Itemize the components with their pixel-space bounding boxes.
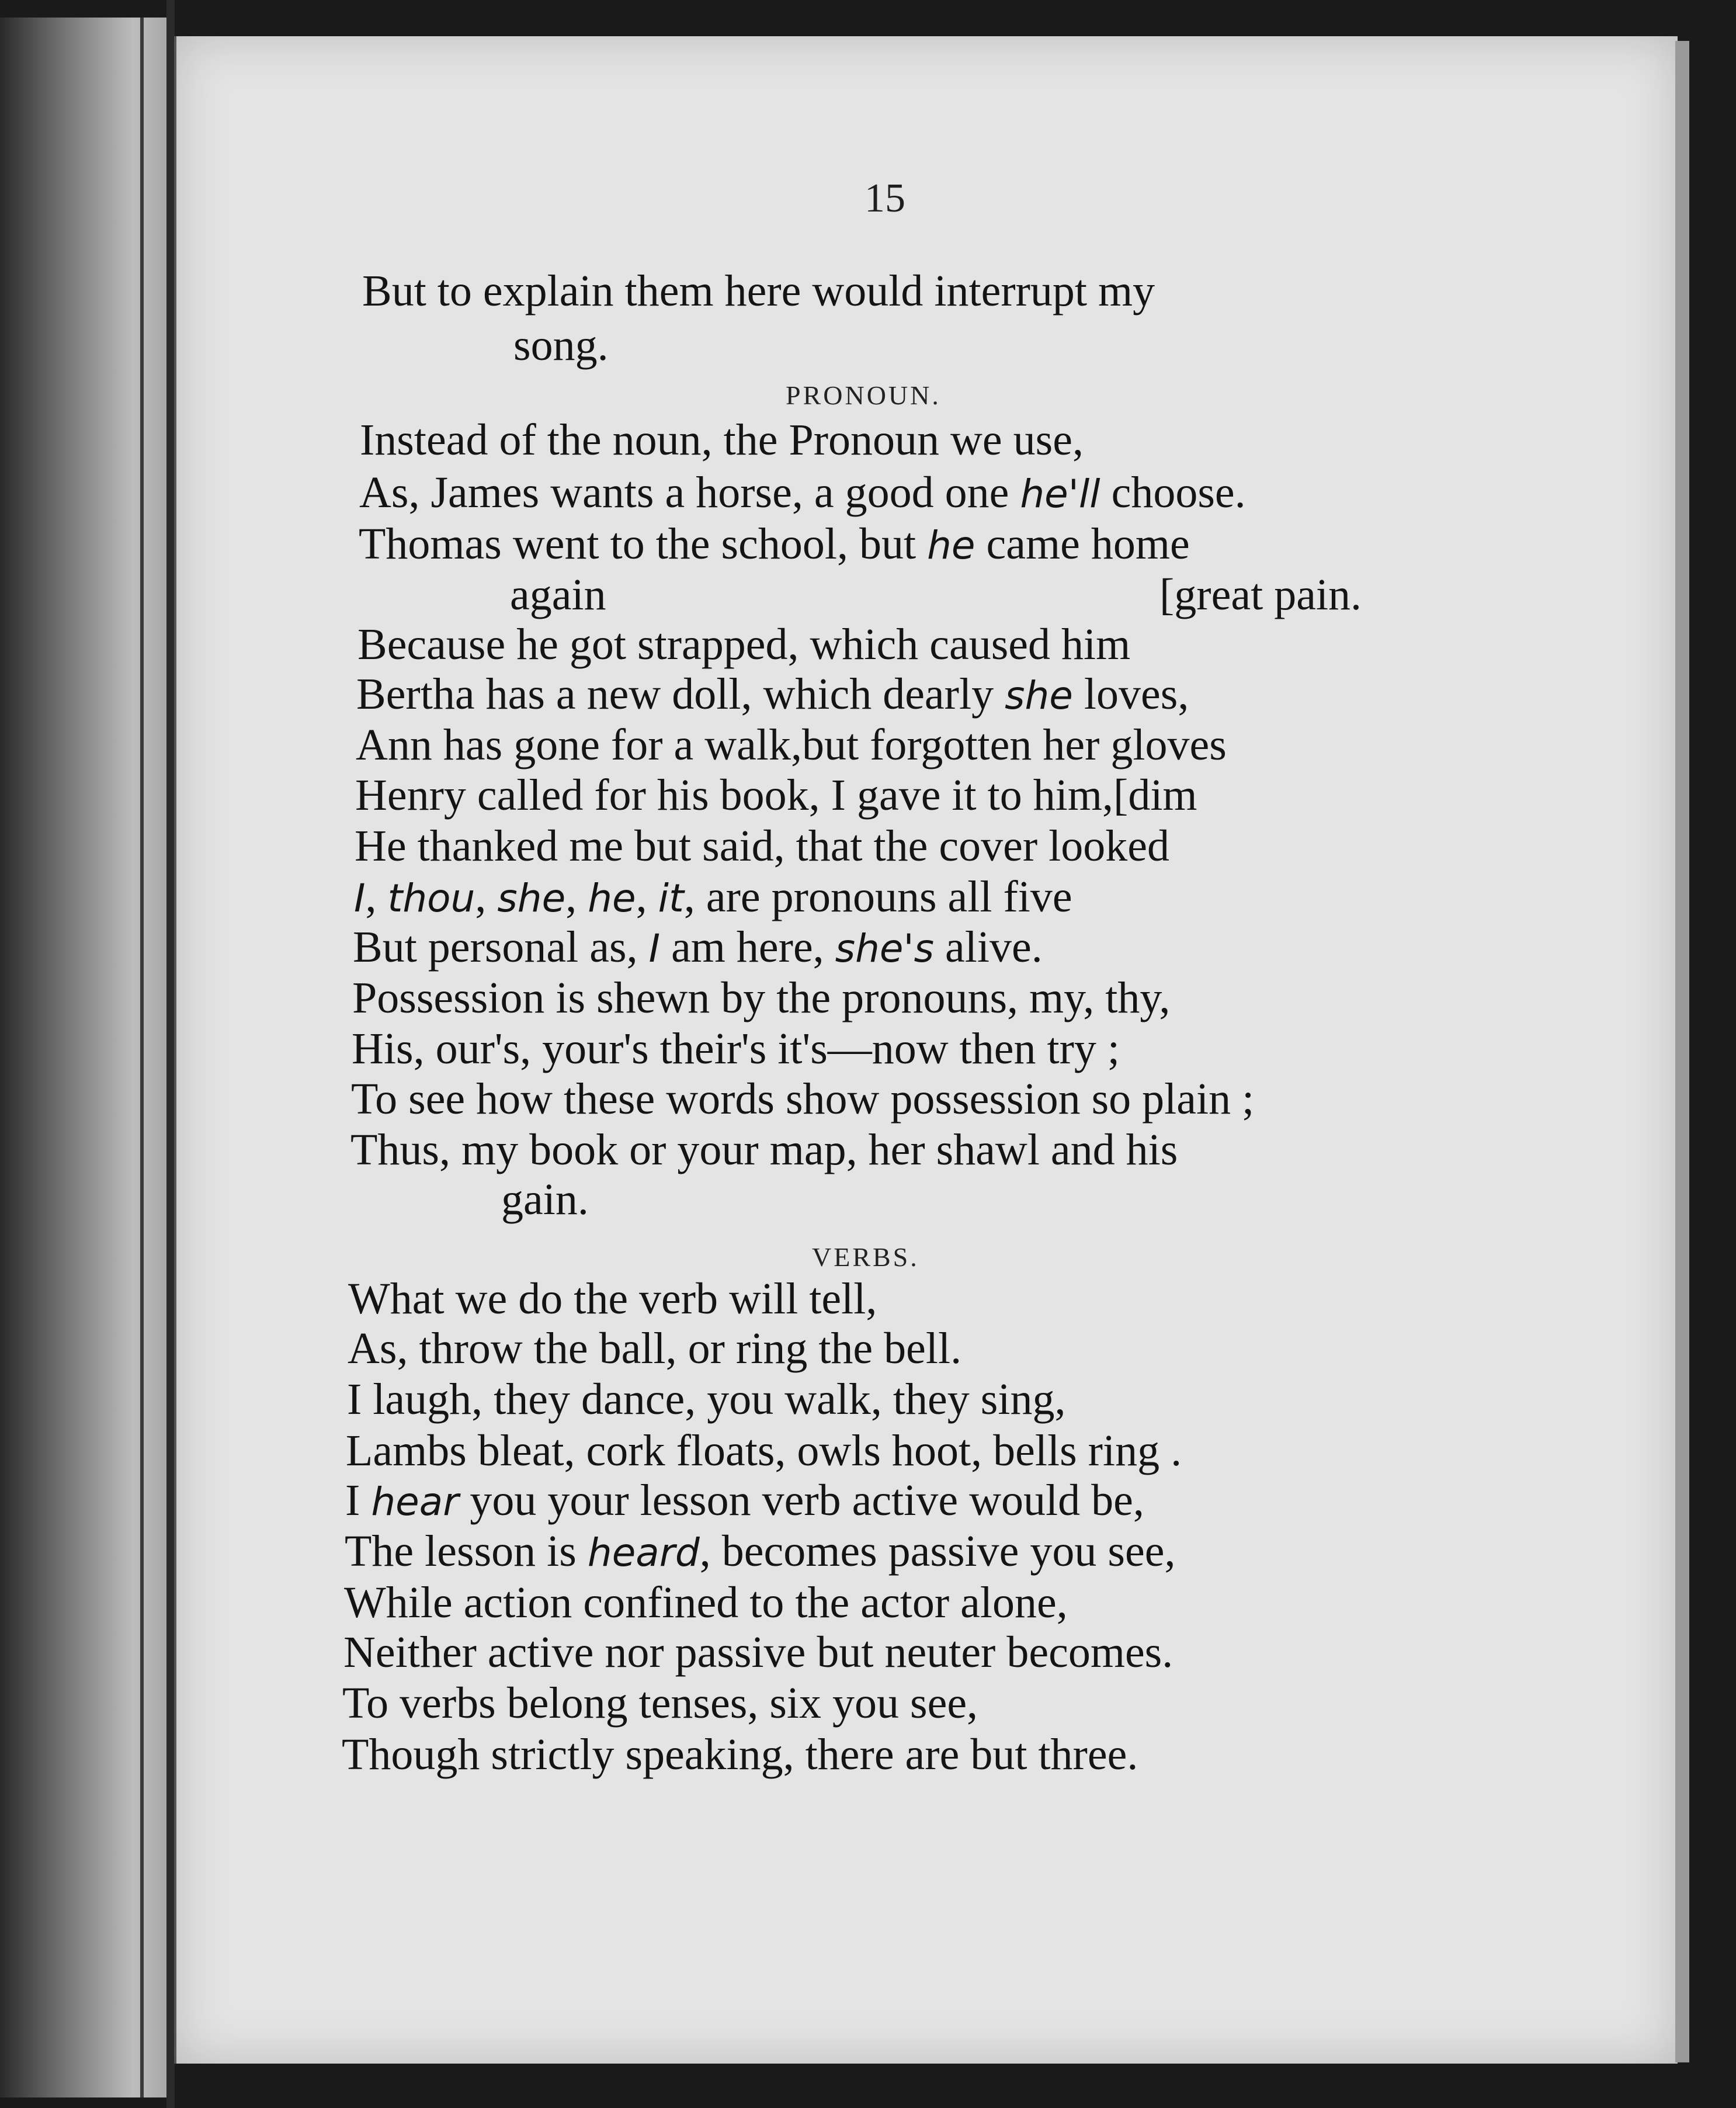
page-number: 15 — [864, 176, 905, 221]
verse-line: Bertha has a new doll, which dearly she loves, — [356, 670, 1189, 719]
verse-line: I, thou, she, he, it, are pronouns all five — [354, 872, 1072, 921]
italic-word: I — [648, 926, 661, 971]
italic-word: it — [658, 876, 684, 921]
italic-word: he'll — [1020, 471, 1100, 516]
verse-line: While action confined to the actor alone, — [344, 1578, 1068, 1627]
section-heading: PRONOUN. — [786, 380, 941, 410]
verse-line: To verbs belong tenses, six you see, — [342, 1679, 978, 1728]
verse-line-overflow: [great pain. — [1159, 570, 1362, 619]
section-heading: VERBS. — [812, 1242, 919, 1272]
verse-line: The lesson is heard, becomes passive you see, — [345, 1527, 1176, 1576]
book-gutter — [166, 0, 175, 2108]
italic-word: she — [1005, 673, 1073, 718]
verse-line: again — [510, 570, 606, 619]
verse-line: song. — [513, 321, 609, 370]
italic-word: she's — [835, 926, 935, 971]
verse-line: Because he got strapped, which caused him — [357, 620, 1131, 669]
verse-line: gain. — [501, 1175, 589, 1224]
verse-line: What we do the verb will tell, — [348, 1274, 877, 1323]
verse-line: I hear you your lesson verb active would be, — [345, 1476, 1144, 1525]
page-right-edge — [1675, 41, 1689, 2062]
verse-line: Lambs bleat, cork floats, owls hoot, bells ring . — [346, 1426, 1182, 1475]
italic-word: he — [927, 523, 975, 568]
verse-line: As, throw the ball, or ring the bell. — [348, 1324, 962, 1373]
verse-line: But personal as, I am here, she's alive. — [353, 923, 1043, 972]
italic-word: he — [588, 876, 636, 921]
verse-line: He thanked me but said, that the cover looked — [355, 821, 1170, 871]
verse-line: Henry called for his book, I gave it to him,[dim — [355, 771, 1197, 820]
verse-line: Thomas went to the school, but he came home — [359, 519, 1190, 568]
facing-page-line — [140, 18, 144, 2097]
verse-line: I laugh, they dance, you walk, they sing, — [347, 1375, 1066, 1424]
verse-line: Instead of the noun, the Pronoun we use, — [360, 415, 1084, 464]
verse-line: His, our's, your's their's it's—now then try ; — [352, 1024, 1120, 1073]
verse-line: Thus, my book or your map, her shawl and his — [350, 1125, 1178, 1174]
verse-line: Though strictly speaking, there are but three. — [342, 1730, 1138, 1779]
verse-line: As, James wants a horse, a good one he'll choose. — [359, 468, 1246, 517]
verse-line: Neither active nor passive but neuter becomes. — [343, 1628, 1173, 1677]
italic-word: hear — [371, 1479, 459, 1524]
italic-word: I — [354, 876, 366, 921]
italic-word: thou — [387, 876, 475, 921]
italic-word: she — [497, 876, 566, 921]
verse-line: Ann has gone for a walk,but forgotten her gloves — [356, 720, 1227, 769]
italic-word: heard — [587, 1530, 700, 1575]
verse-line: Possession is shewn by the pronouns, my, thy, — [352, 973, 1171, 1022]
verse-line: To see how these words show possession so plain ; — [351, 1074, 1255, 1124]
verse-line: But to explain them here would interrupt my — [362, 266, 1155, 315]
